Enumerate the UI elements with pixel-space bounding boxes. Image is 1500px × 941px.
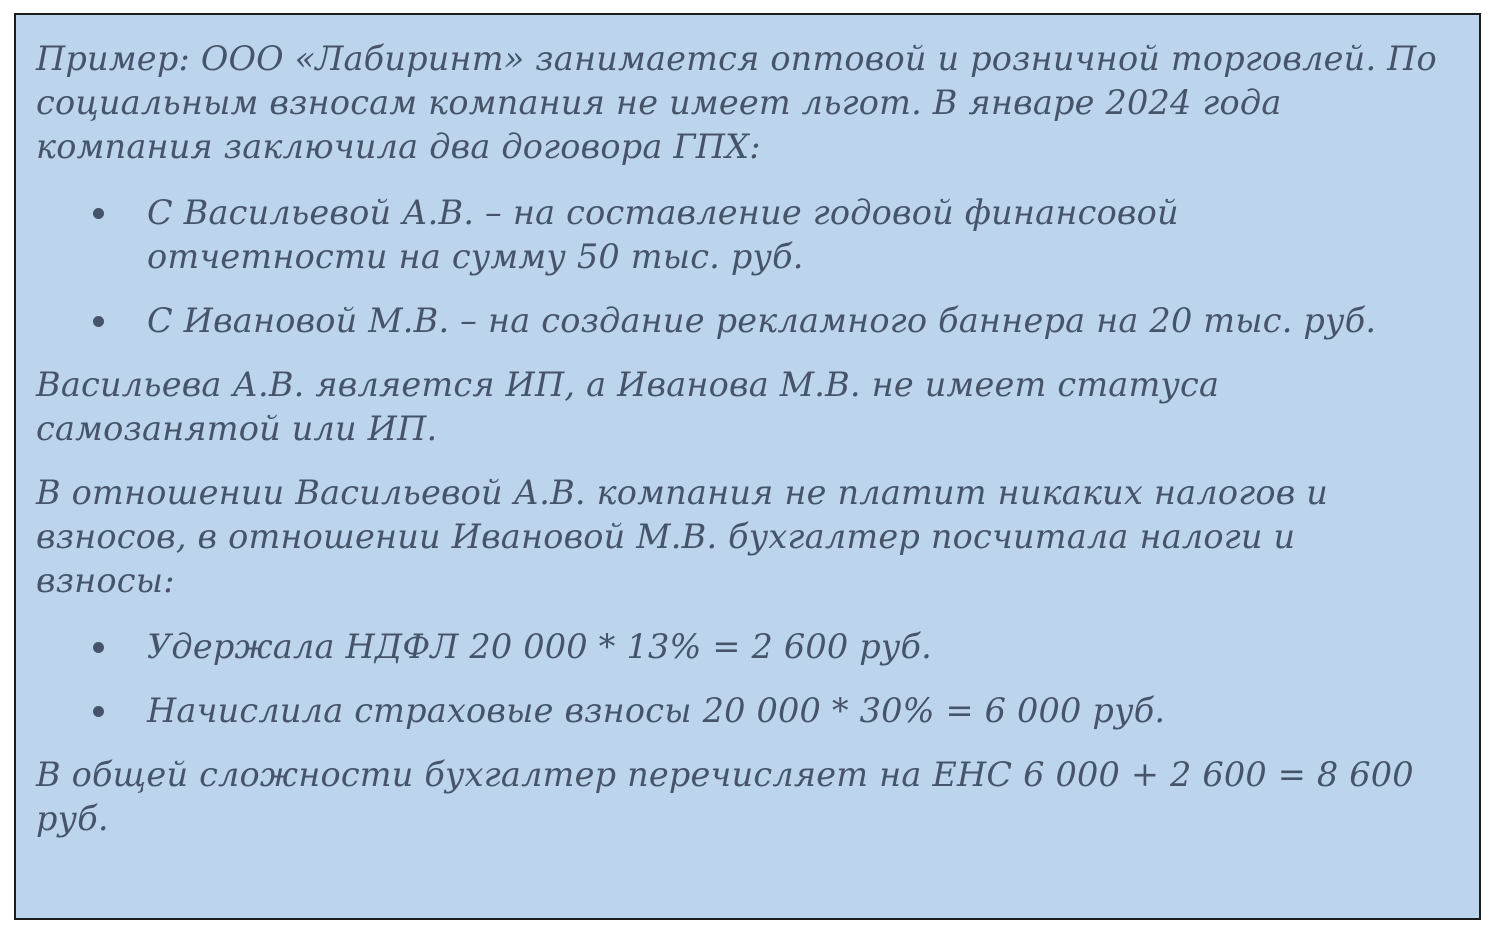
bullet-icon (93, 642, 104, 653)
taxes-list (36, 625, 1479, 733)
list-item (36, 299, 1479, 343)
text-line: взносов, в отношении Ивановой М.В. бухгалтер посчитала налоги и (36, 517, 1296, 556)
calculation-paragraph (36, 471, 1461, 603)
example-box (14, 13, 1481, 920)
list-item (36, 625, 1479, 669)
bullet-icon (93, 316, 104, 327)
bullet-icon (93, 208, 104, 219)
bullet-icon (93, 706, 104, 717)
text-line: социальным взносам компания не имеет льгот. В январе 2024 года (36, 83, 1282, 122)
text-line: Васильева А.В. является ИП, а Иванова М.В. не имеет статуса (36, 365, 1220, 404)
text-line: Удержала НДФЛ 20 000 * 13% = 2 600 руб. (147, 627, 932, 666)
text-line: отчетности на сумму 50 тыс. руб. (147, 237, 804, 276)
list-item (36, 689, 1479, 733)
text-line: С Васильевой А.В. – на составление годовой финансовой (147, 193, 1179, 232)
text-line: Пример: ООО «Лабиринт» занимается оптовой и розничной торговлей. По (36, 39, 1437, 78)
text-line: самозанятой или ИП. (36, 409, 438, 448)
text-line: взносы: (36, 561, 175, 600)
text-line: Начислила страховые взносы 20 000 * 30% = 6 000 руб. (147, 691, 1166, 730)
text-line: В отношении Васильевой А.В. компания не платит никаких налогов и (36, 473, 1329, 512)
status-paragraph (36, 363, 1461, 451)
list-item (36, 191, 1479, 279)
text-line: С Ивановой М.В. – на создание рекламного баннера на 20 тыс. руб. (147, 301, 1377, 340)
contracts-list (36, 191, 1479, 343)
text-line: компания заключила два договора ГПХ: (36, 127, 761, 166)
intro-paragraph (36, 37, 1461, 169)
total-paragraph (36, 753, 1461, 841)
text-line: В общей сложности бухгалтер перечисляет на ЕНС 6 000 + 2 600 = 8 600 (36, 755, 1414, 794)
text-line: руб. (36, 799, 109, 838)
